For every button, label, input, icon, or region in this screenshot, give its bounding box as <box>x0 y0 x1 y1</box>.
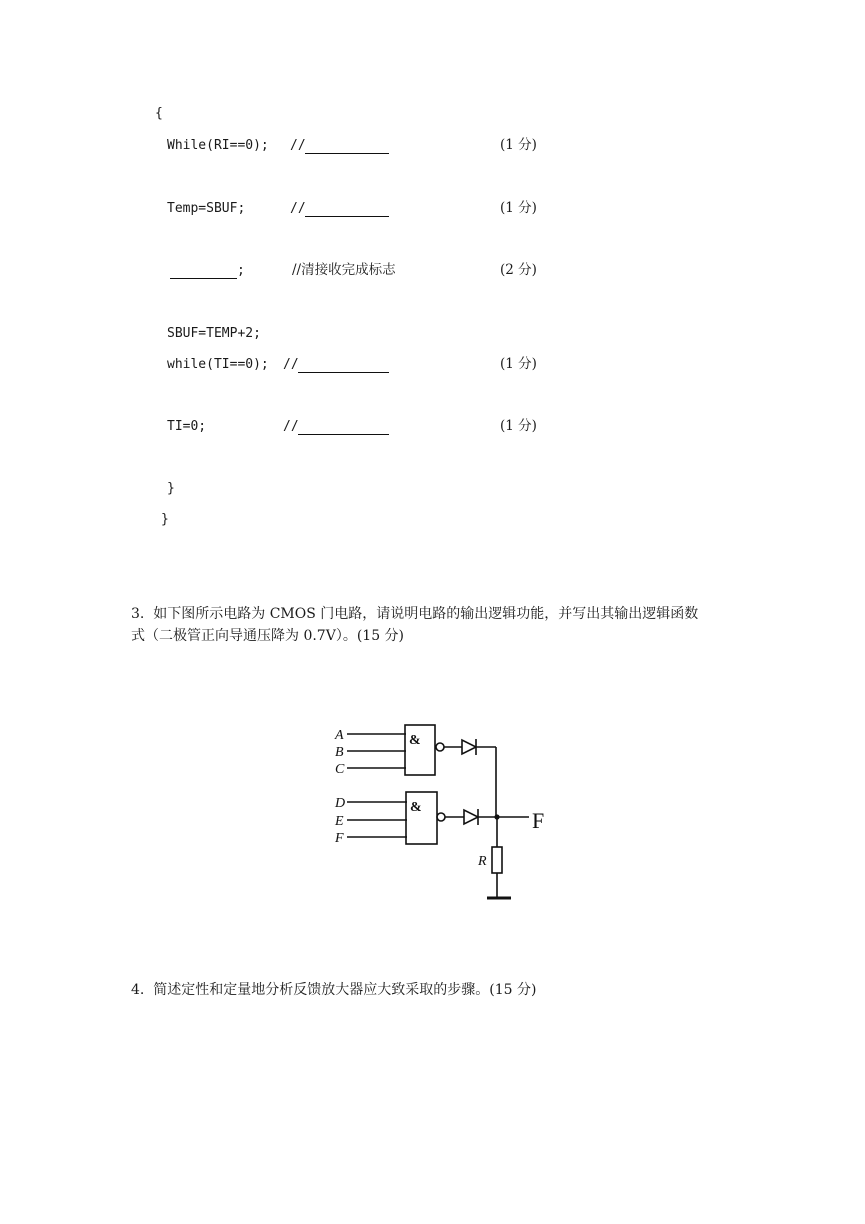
answer-blank-1[interactable] <box>305 153 389 154</box>
code-comment-6: // <box>283 419 299 434</box>
code-comment-5: // <box>283 357 299 372</box>
answer-blank-4[interactable] <box>298 372 389 373</box>
outer-close-brace: } <box>161 512 169 527</box>
inner-close-brace: } <box>167 481 175 496</box>
resistor <box>492 847 502 873</box>
cmos-circuit-diagram <box>320 710 560 910</box>
diode-2 <box>464 810 478 824</box>
junction-dot <box>494 814 499 819</box>
output-f-label: F <box>532 808 545 833</box>
input-a-label: A <box>335 728 344 743</box>
gate-2-inversion-bubble <box>437 813 445 821</box>
answer-blank-2[interactable] <box>305 216 389 217</box>
open-brace: { <box>155 106 163 121</box>
score-2: (1 分) <box>500 200 537 216</box>
code-line-5: while(TI==0); <box>167 357 269 372</box>
score-1: (1 分) <box>500 137 537 153</box>
code-line-1: While(RI==0); <box>167 138 269 153</box>
input-e-label: E <box>335 814 344 829</box>
score-3: (2 分) <box>500 262 537 278</box>
code-line-4: SBUF=TEMP+2; <box>167 326 261 341</box>
code-line-2: Temp=SBUF; <box>167 201 246 216</box>
code-line-3: ; <box>237 263 245 278</box>
question-3-line-2: 式（二极管正向导通压降为 0.7V）。(15 分) <box>131 628 405 644</box>
code-comment-3: //清接收完成标志 <box>292 262 396 278</box>
code-comment-1: // <box>290 138 306 153</box>
gate-1-inversion-bubble <box>436 743 444 751</box>
input-c-label: C <box>335 762 345 777</box>
code-comment-2: // <box>290 201 306 216</box>
input-f-label: F <box>335 831 344 846</box>
resistor-label: R <box>478 854 487 869</box>
gate-1-symbol: & <box>409 733 421 748</box>
score-5: (1 分) <box>500 356 537 372</box>
code-line-6: TI=0; <box>167 419 207 434</box>
gate-2-symbol: & <box>410 800 422 815</box>
score-6: (1 分) <box>500 418 537 434</box>
diode-1 <box>462 740 476 754</box>
question-4-line-1: 4. 简述定性和定量地分析反馈放大器应大致采取的步骤。(15 分) <box>131 982 537 998</box>
input-d-label: D <box>335 796 346 811</box>
answer-blank-3[interactable] <box>170 278 237 279</box>
question-3-line-1: 3. 如下图所示电路为 CMOS 门电路，请说明电路的输出逻辑功能，并写出其输出逻辑函数 <box>131 606 699 622</box>
input-b-label: B <box>335 745 344 760</box>
answer-blank-5[interactable] <box>298 434 389 435</box>
